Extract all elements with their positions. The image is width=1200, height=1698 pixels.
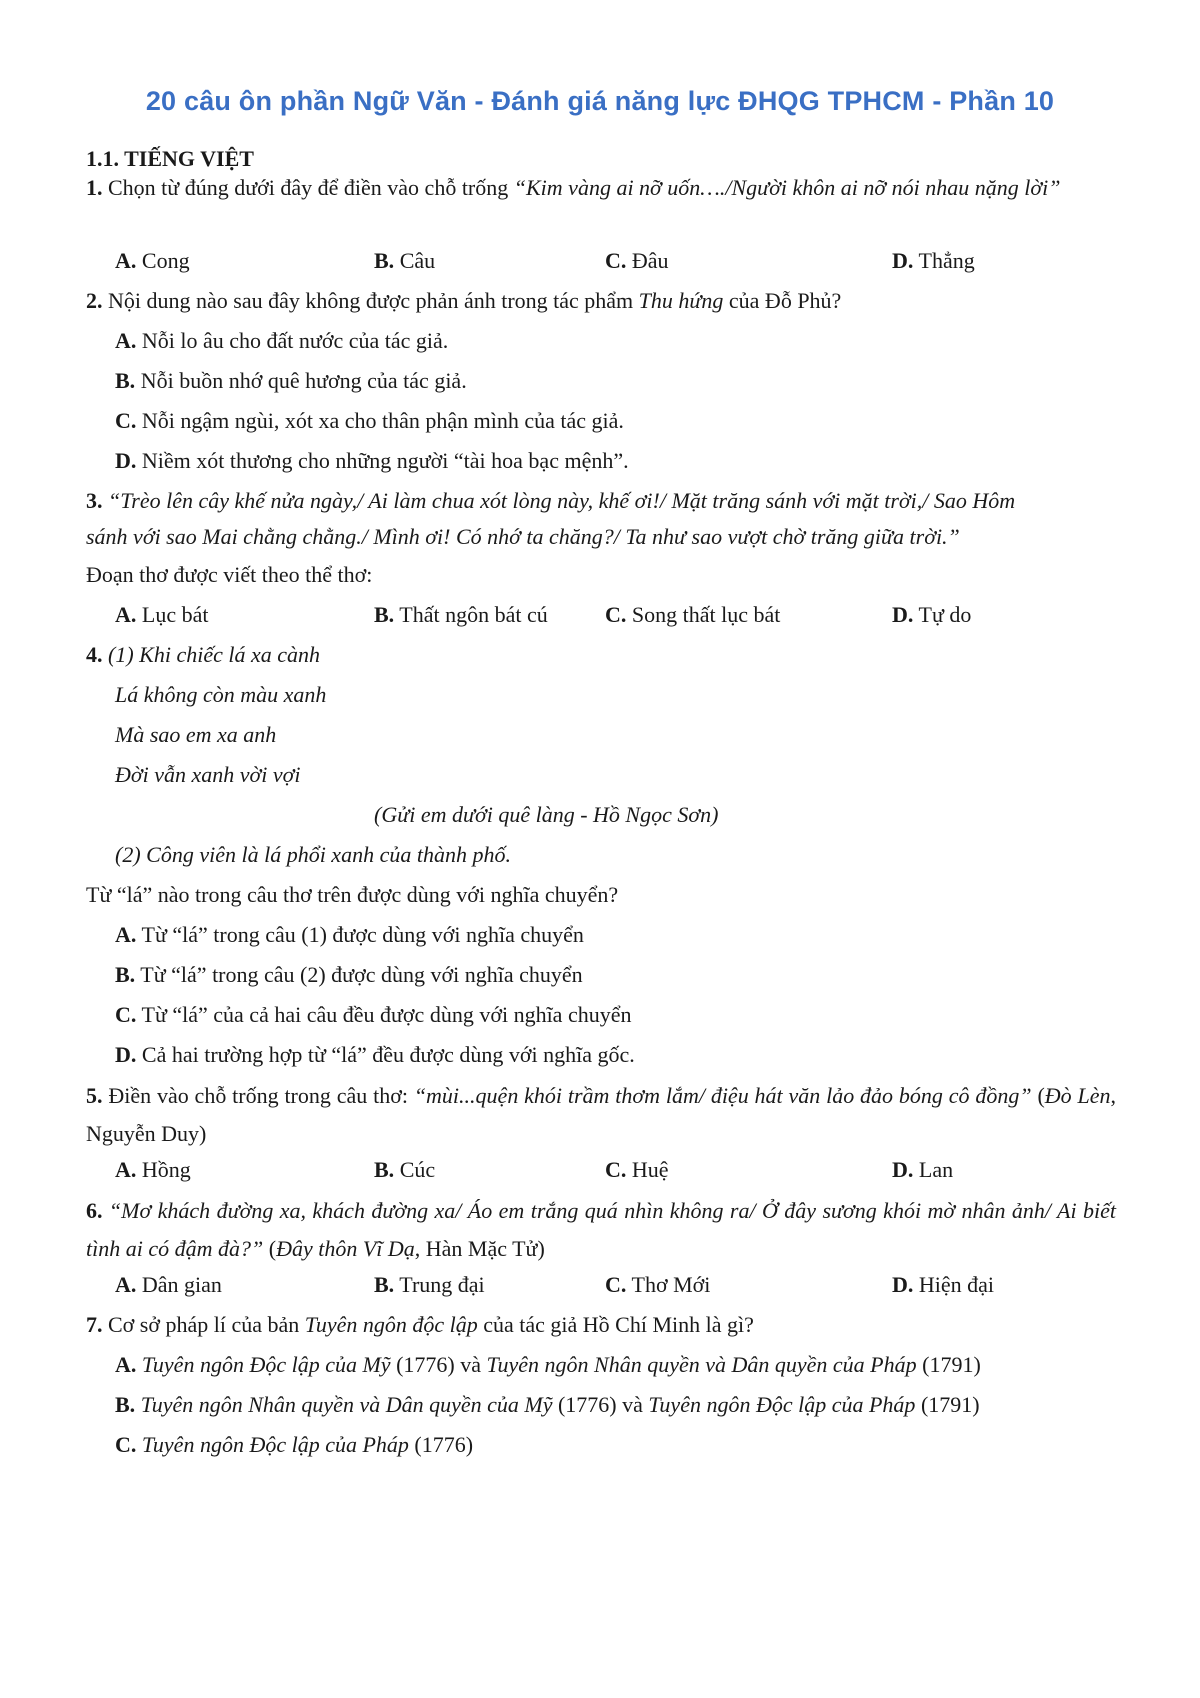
option-label: C. — [605, 1157, 627, 1182]
option-conj: và — [460, 1352, 481, 1377]
option-label: A. — [115, 922, 137, 947]
source-author: , Hàn Mặc Tử) — [414, 1236, 545, 1261]
q4-option-b[interactable] — [115, 960, 1145, 990]
option-text: Huệ — [631, 1157, 669, 1182]
option-conj: và — [622, 1392, 643, 1417]
option-work: Tuyên ngôn Độc lập của Pháp — [648, 1392, 916, 1417]
question-number: 7. — [86, 1312, 103, 1337]
question-4 — [86, 640, 1116, 670]
question-3 — [86, 486, 1116, 516]
question-4-prompt: Từ “lá” nào trong câu thơ trên được dùng với nghĩa chuyển? — [86, 882, 619, 907]
question-7 — [86, 1310, 1116, 1340]
question-quote: “Mơ khách đường xa, khách đường xa/ Áo em trắng quá nhìn không ra/ Ở đây sương khói mờ nhân ảnh/ Ai biết tình ai có đậm đà?” — [86, 1198, 1117, 1261]
q6-option-a[interactable] — [115, 1270, 222, 1300]
option-label: C. — [115, 1002, 137, 1027]
section-heading: 1.1. TIẾNG VIỆT — [86, 146, 254, 171]
option-text: Thơ Mới — [631, 1272, 711, 1297]
option-text: Từ “lá” trong câu (1) được dùng với nghĩa chuyển — [141, 922, 584, 947]
option-label: C. — [605, 248, 627, 273]
question-number: 4. — [86, 642, 103, 667]
option-text: Từ “lá” trong câu (2) được dùng với nghĩa chuyển — [140, 962, 583, 987]
option-label: D. — [115, 1042, 137, 1067]
option-label: C. — [605, 1272, 627, 1297]
option-text: Nỗi buồn nhớ quê hương của tác giả. — [140, 368, 467, 393]
q4-option-d[interactable] — [115, 1040, 1145, 1070]
q1-option-a[interactable] — [115, 246, 190, 276]
option-text: Cả hai trường hợp từ “lá” đều được dùng với nghĩa gốc. — [141, 1042, 635, 1067]
option-label: A. — [115, 1352, 137, 1377]
question-3-quote-line-2: sánh với sao Mai chằng chằng./ Mình ơi! Có nhớ ta chăng?/ Ta như sao vượt chờ trăng giữa trời.” — [86, 524, 960, 549]
option-label: B. — [115, 368, 136, 393]
poem-line: (1) Khi chiếc lá xa cành — [108, 642, 320, 667]
option-year: (1791) — [920, 1392, 980, 1417]
option-text: Niềm xót thương cho những người “tài hoa bạc mệnh”. — [141, 448, 629, 473]
q3-option-d[interactable] — [892, 600, 971, 630]
question-number: 3. — [86, 488, 103, 513]
question-quote: “Kim vàng ai nỡ uốn…./Người khôn ai nỡ nói nhau nặng lời” — [513, 175, 1061, 200]
q2-option-c[interactable] — [115, 406, 1145, 436]
option-text: Từ “lá” của cả hai câu đều được dùng với nghĩa chuyển — [141, 1002, 632, 1027]
option-text: Hiện đại — [918, 1272, 995, 1297]
question-number: 5. — [86, 1083, 103, 1108]
source-paren: ( — [268, 1236, 277, 1261]
option-label: B. — [374, 602, 395, 627]
option-label: A. — [115, 248, 137, 273]
question-1 — [86, 169, 1116, 207]
question-number: 6. — [86, 1198, 103, 1223]
poem-source: (Gửi em dưới quê làng - Hồ Ngọc Sơn) — [374, 802, 719, 827]
q5-option-c[interactable] — [605, 1155, 669, 1185]
option-work: Tuyên ngôn Độc lập của Pháp — [141, 1432, 409, 1457]
option-year: (1776) — [414, 1432, 474, 1457]
q2-option-d[interactable] — [115, 446, 1145, 476]
q5-option-d[interactable] — [892, 1155, 953, 1185]
option-text: Nỗi ngậm ngùi, xót xa cho thân phận mình của tác giả. — [141, 408, 624, 433]
option-text: Song thất lục bát — [631, 602, 781, 627]
q7-option-a[interactable] — [115, 1350, 1145, 1380]
question-3-prompt: Đoạn thơ được viết theo thể thơ: — [86, 562, 373, 587]
work-title: Tuyên ngôn độc lập — [304, 1312, 478, 1337]
page-title: 20 câu ôn phần Ngữ Văn - Đánh giá năng lực ĐHQG TPHCM - Phần 10 — [145, 86, 1055, 116]
question-text: Điền vào chỗ trống trong câu thơ: — [108, 1083, 408, 1108]
q4-option-c[interactable] — [115, 1000, 1145, 1030]
option-text: Thất ngôn bát cú — [399, 602, 548, 627]
option-text: Lan — [918, 1157, 954, 1182]
option-work: Tuyên ngôn Độc lập của Mỹ — [141, 1352, 391, 1377]
option-text: Câu — [399, 248, 436, 273]
option-label: B. — [374, 1157, 395, 1182]
option-text: Nỗi lo âu cho đất nước của tác giả. — [141, 328, 449, 353]
q1-option-d[interactable] — [892, 246, 975, 276]
option-label: C. — [115, 408, 137, 433]
question-quote: “Trèo lên cây khế nửa ngày,/ Ai làm chua xót lòng này, khế ơi!/ Mặt trăng sánh với mặt trời,/ Sao Hôm — [108, 488, 1016, 513]
option-year: (1791) — [922, 1352, 981, 1377]
question-5 — [86, 1077, 1116, 1153]
question-6 — [86, 1192, 1116, 1268]
option-text: Dân gian — [141, 1272, 222, 1297]
q7-option-b[interactable] — [115, 1390, 1145, 1420]
question-text: Nội dung nào sau đây không được phản ánh trong tác phẩm — [108, 288, 634, 313]
option-label: A. — [115, 1272, 137, 1297]
option-label: D. — [892, 1157, 914, 1182]
option-label: C. — [605, 602, 627, 627]
option-label: B. — [115, 1392, 136, 1417]
q5-option-b[interactable] — [374, 1155, 435, 1185]
option-label: D. — [115, 448, 137, 473]
source-author: , Nguyễn Duy) — [86, 1083, 1116, 1146]
option-text: Cong — [141, 248, 190, 273]
work-title: Đây thôn Vĩ Dạ — [276, 1236, 415, 1261]
question-number: 1. — [86, 175, 103, 200]
option-label: B. — [374, 1272, 395, 1297]
q1-option-c[interactable] — [605, 246, 669, 276]
q7-option-c[interactable] — [115, 1430, 1145, 1460]
source-paren: ( — [1037, 1083, 1045, 1108]
question-quote: “mùi...quện khói trầm thơm lắm/ điệu hát văn lảo đảo bóng cô đồng” — [413, 1083, 1032, 1108]
option-text: Cúc — [399, 1157, 436, 1182]
option-work: Tuyên ngôn Nhân quyền và Dân quyền của Pháp — [486, 1352, 917, 1377]
q6-option-b[interactable] — [374, 1270, 485, 1300]
option-text: Thẳng — [918, 248, 975, 273]
q4-option-a[interactable] — [115, 920, 1145, 950]
option-year: (1776) — [396, 1352, 455, 1377]
q3-option-b[interactable] — [374, 600, 548, 630]
option-year: (1776) — [557, 1392, 617, 1417]
q6-option-d[interactable] — [892, 1270, 994, 1300]
question-text: của Đỗ Phủ? — [728, 288, 842, 313]
option-label: A. — [115, 602, 137, 627]
option-text: Lục bát — [141, 602, 209, 627]
option-text: Đâu — [631, 248, 669, 273]
question-text: Cơ sở pháp lí của bản — [108, 1312, 300, 1337]
option-label: A. — [115, 1157, 137, 1182]
option-work: Tuyên ngôn Nhân quyền và Dân quyền của Mỹ — [140, 1392, 553, 1417]
option-label: B. — [374, 248, 395, 273]
q6-option-c[interactable] — [605, 1270, 710, 1300]
q2-option-b[interactable] — [115, 366, 1145, 396]
option-label: C. — [115, 1432, 137, 1457]
option-label: D. — [892, 1272, 914, 1297]
option-text: Trung đại — [399, 1272, 485, 1297]
poem-line: Lá không còn màu xanh — [115, 682, 327, 707]
option-label: D. — [892, 248, 914, 273]
question-2 — [86, 286, 1116, 316]
poem-line: Mà sao em xa anh — [115, 722, 277, 747]
option-label: B. — [115, 962, 136, 987]
option-label: A. — [115, 328, 137, 353]
q2-option-a[interactable] — [115, 326, 1145, 356]
q3-option-a[interactable] — [115, 600, 208, 630]
question-text: của tác giả Hồ Chí Minh là gì? — [483, 1312, 754, 1337]
poem-line: Đời vẫn xanh vời vợi — [115, 762, 301, 787]
q3-option-c[interactable] — [605, 600, 780, 630]
question-number: 2. — [86, 288, 103, 313]
work-title: Đò Lèn — [1044, 1083, 1111, 1108]
option-text: Tự do — [918, 602, 972, 627]
sentence-2: (2) Công viên là lá phổi xanh của thành phố. — [115, 842, 511, 867]
option-text: Hồng — [141, 1157, 191, 1182]
q5-option-a[interactable] — [115, 1155, 191, 1185]
q1-option-b[interactable] — [374, 246, 435, 276]
work-title: Thu hứng — [638, 288, 724, 313]
question-text: Chọn từ đúng dưới đây để điền vào chỗ trống — [108, 175, 509, 200]
option-label: D. — [892, 602, 914, 627]
